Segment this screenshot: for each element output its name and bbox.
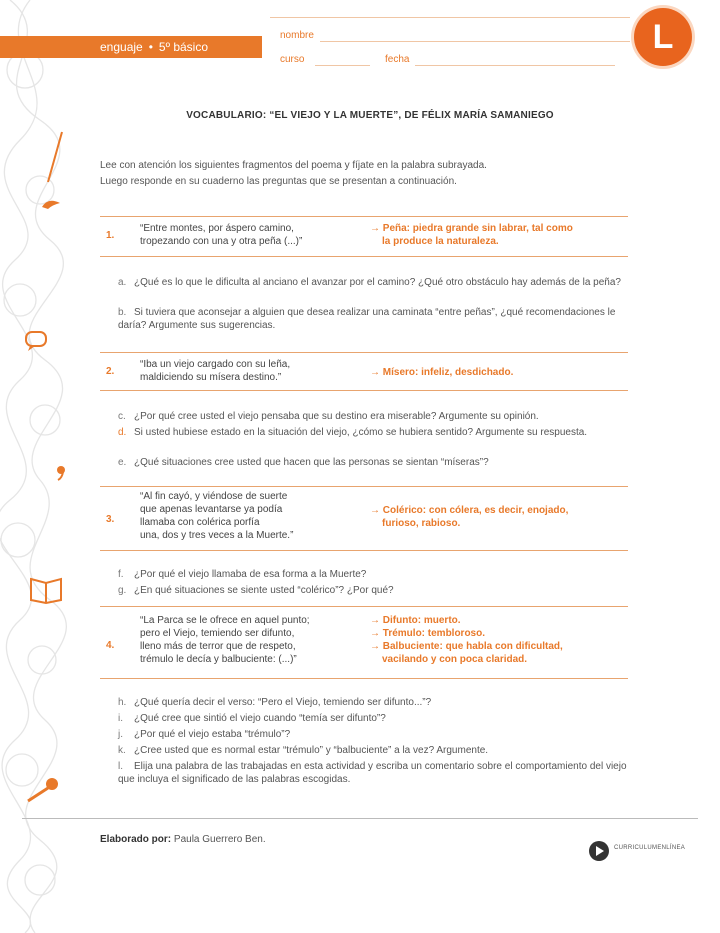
- question-item: [118, 276, 628, 289]
- question-text: Si usted hubiese estado en la situación del viejo, ¿cómo se hubiera sentido? Argumente su respuesta.: [134, 427, 588, 438]
- vocabulary-definition: [370, 222, 630, 248]
- instructions: [100, 158, 620, 190]
- section-divider: [100, 352, 628, 353]
- question-text: ¿Por qué el viejo estaba “trémulo”?: [134, 729, 291, 740]
- subject-badge: L: [634, 8, 692, 66]
- quote-line: “La Parca se le ofrece en aquel punto;: [140, 615, 310, 626]
- student-info-fields: [270, 14, 640, 74]
- question-item: [118, 728, 628, 741]
- definition-line: → Balbuciente: que habla con dificultad,: [370, 641, 563, 652]
- microphone-icon: [22, 775, 62, 803]
- footer-credit: [100, 834, 266, 845]
- poem-quote: [140, 358, 350, 384]
- quote-line: pero el Viejo, temiendo ser difunto,: [140, 628, 295, 639]
- vocabulary-definition: [370, 504, 630, 530]
- question-letter: j.: [118, 729, 123, 740]
- definition-line: furioso, rabioso.: [382, 518, 461, 529]
- name-label: nombre: [280, 30, 314, 41]
- question-text: ¿Qué es lo que le dificulta al anciano el avanzar por el camino? ¿Qué otro obstáculo hay además de la peña?: [134, 277, 621, 288]
- quote-line: lleno más de terror que de respeto,: [140, 641, 296, 652]
- play-logo-icon: [588, 840, 610, 862]
- vocabulary-definition: [370, 614, 630, 666]
- curriculum-logo: [588, 840, 688, 862]
- question-text: ¿Qué situaciones cree usted que hacen que las personas se sientan “míseras”?: [134, 457, 489, 468]
- question-text: ¿Por qué el viejo llamaba de esa forma a la Muerte?: [134, 569, 367, 580]
- instructions-line-1: Lee con atención los siguientes fragmentos del poema y fíjate en la palabra subrayada.: [100, 160, 487, 171]
- question-letter: i.: [118, 713, 123, 724]
- definition-line: → Colérico: con cólera, es decir, enojado,: [370, 505, 569, 516]
- section-divider: [100, 550, 628, 551]
- author-name: Paula Guerrero Ben.: [173, 834, 266, 845]
- quote-line: llamaba con colérica porfía: [140, 517, 260, 528]
- grade-label: 5º básico: [158, 40, 208, 54]
- question-letter: b.: [118, 307, 127, 318]
- question-text: ¿Qué quería decir el verso: “Pero el Viejo, temiendo ser difunto...”?: [134, 697, 432, 708]
- poem-quote: [140, 614, 365, 666]
- poem-quote: [140, 222, 350, 248]
- section-divider: [100, 390, 628, 391]
- poem-quote: [140, 490, 360, 542]
- section-number: 4.: [106, 640, 115, 651]
- question-item: [118, 584, 628, 597]
- quote-line: “Iba un viejo cargado con su leña,: [140, 359, 291, 370]
- question-letter: e.: [118, 457, 127, 468]
- question-text: ¿Cree usted que es normal estar “trémulo” y “balbuciente” a la vez? Argumente.: [134, 745, 489, 756]
- question-letter: c.: [118, 411, 126, 422]
- book-icon: [28, 574, 64, 604]
- course-field[interactable]: [315, 65, 370, 66]
- quote-line: trémulo le decía y balbuciente: (...)”: [140, 654, 297, 665]
- question-letter: l.: [118, 761, 123, 772]
- quote-line: “Entre montes, por áspero camino,: [140, 223, 294, 234]
- question-item: [118, 712, 628, 725]
- question-item: [118, 760, 628, 786]
- question-text: ¿Qué cree que sintió el viejo cuando “temía ser difunto”?: [134, 713, 386, 724]
- question-letter: g.: [118, 585, 127, 596]
- section-divider: [100, 256, 628, 257]
- question-item: [118, 410, 628, 423]
- quote-line: tropezando con una y otra peña (...)”: [140, 236, 303, 247]
- section-number: 1.: [106, 230, 115, 241]
- bird-icon: [40, 195, 62, 211]
- section-number: 3.: [106, 514, 115, 525]
- comma-icon: [56, 465, 66, 481]
- section-number: 2.: [106, 366, 115, 377]
- definition-line: vacilando y con poca claridad.: [382, 654, 528, 665]
- section-divider: [100, 216, 628, 217]
- section-divider: [100, 606, 628, 607]
- question-item: [118, 426, 628, 439]
- question-letter: a.: [118, 277, 127, 288]
- course-label: curso: [280, 54, 305, 65]
- question-text: ¿Por qué cree usted el viejo pensaba que su destino era miserable? Argumente su opinión.: [134, 411, 539, 422]
- question-item: [118, 568, 628, 581]
- question-text: Elija una palabra de las trabajadas en esta actividad y escriba un comentario sobre el comportamiento del viejo que incluya el significado de las palabras escogidas.: [118, 761, 627, 785]
- worksheet-title: VOCABULARIO: “EL VIEJO Y LA MUERTE”, DE FÉLIX MARÍA SAMANIEGO: [186, 110, 554, 121]
- logo-text: CURRICULUMENLÍNEA: [614, 845, 686, 851]
- question-letter: h.: [118, 697, 127, 708]
- footer-divider: [22, 818, 698, 819]
- section-divider: [100, 486, 628, 487]
- definition-line: la produce la naturaleza.: [382, 236, 499, 247]
- instructions-line-2: Luego responde en su cuaderno las preguntas que se presentan a continuación.: [100, 176, 457, 187]
- speech-bubble-icon: [24, 330, 50, 352]
- definition-line: → Mísero: infeliz, desdichado.: [370, 367, 514, 378]
- definition-line: → Trémulo: tembloroso.: [370, 628, 486, 639]
- question-letter: f.: [118, 569, 124, 580]
- quote-line: “Al fin cayó, y viéndose de suerte: [140, 491, 288, 502]
- question-letter: d.: [118, 427, 127, 438]
- question-letter: k.: [118, 745, 126, 756]
- question-item: [118, 306, 628, 332]
- quote-line: una, dos y tres veces a la Muerte.”: [140, 530, 294, 541]
- vocabulary-definition: [370, 366, 630, 379]
- pen-icon: [48, 132, 62, 182]
- author-prefix: Elaborado por:: [100, 834, 172, 845]
- question-item: [118, 744, 628, 757]
- date-field[interactable]: [415, 65, 615, 66]
- definition-line: → Peña: piedra grande sin labrar, tal como: [370, 223, 573, 234]
- question-item: [118, 696, 628, 709]
- question-item: [118, 456, 628, 469]
- quote-line: maldiciendo su mísera destino.”: [140, 372, 282, 383]
- subject-label: enguaje: [100, 40, 143, 54]
- quote-line: que apenas levantarse ya podía: [140, 504, 283, 515]
- definition-line: → Difunto: muerto.: [370, 615, 461, 626]
- question-text: ¿En qué situaciones se siente usted “colérico”? ¿Por qué?: [134, 585, 394, 596]
- section-divider: [100, 678, 628, 679]
- subject-banner: enguaje • 5º básico: [0, 36, 262, 58]
- date-label: fecha: [385, 54, 410, 65]
- name-field[interactable]: [320, 41, 630, 42]
- question-text: Si tuviera que aconsejar a alguien que desea realizar una caminata “entre peñas”, ¿qué recomendaciones le daría? Argumente sus sugerencias.: [118, 307, 616, 331]
